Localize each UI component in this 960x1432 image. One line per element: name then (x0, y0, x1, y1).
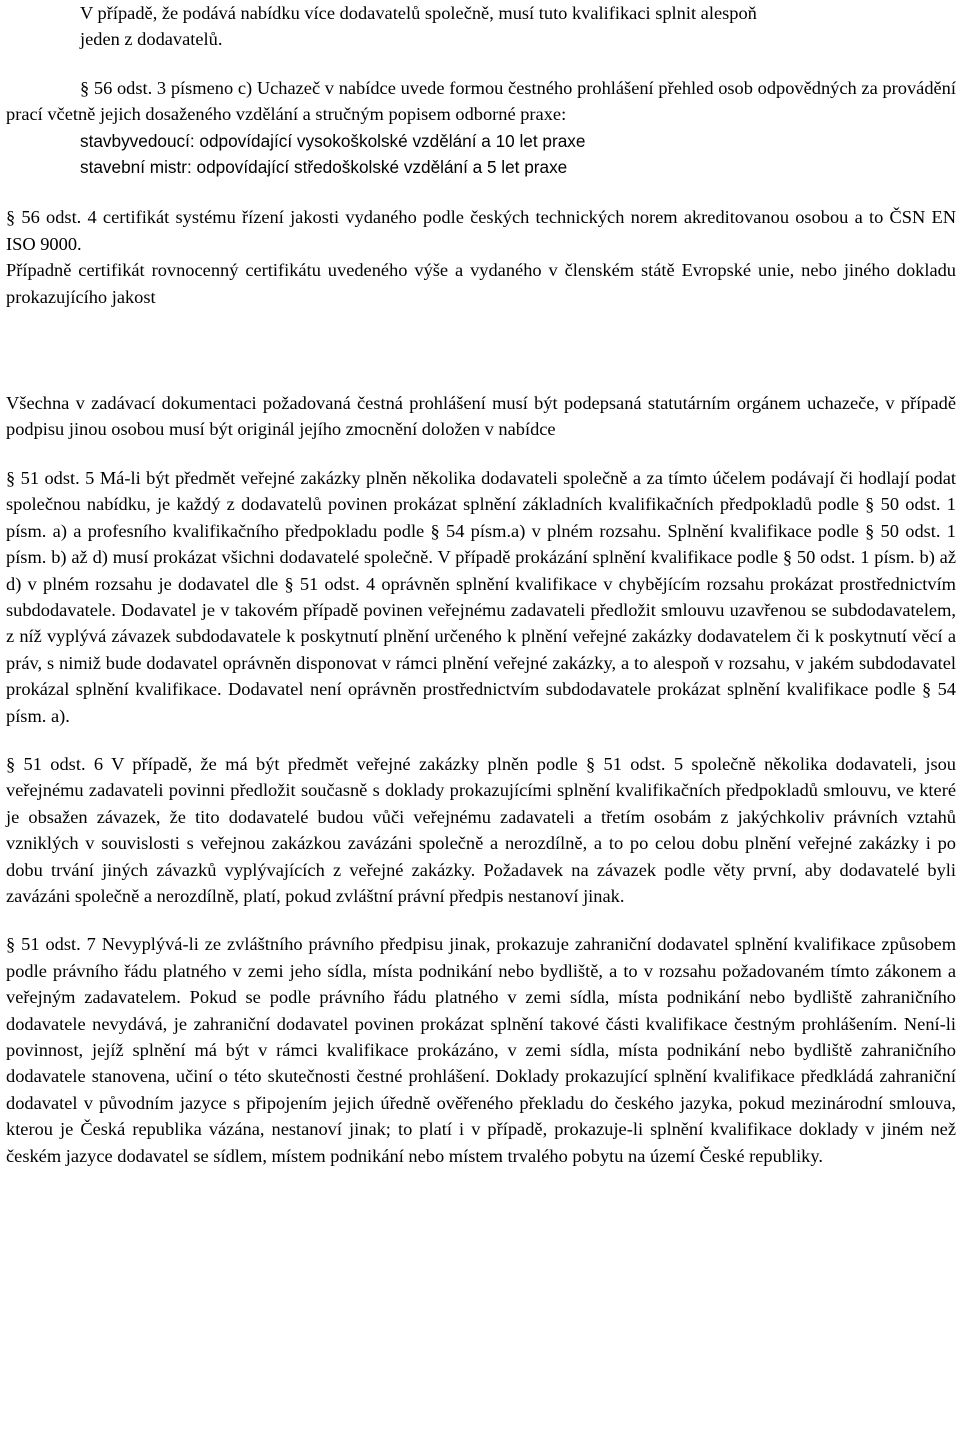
spacer (6, 310, 956, 390)
paragraph-51-6: § 51 odst. 6 V případě, že má být předmět veřejné zakázky plněn podle § 51 odst. 5 společně několika dodavateli, jsou veřejnému zadavateli povinni předložit současně s doklady prokazujícími splnění kvalifikačních předpokladů smlouvu, ve které je obsažen závazek, že tito dodavatelé budou vůči veřejnému zadavateli a třetím osobám z jakýchkoliv právních vztahů vzniklých v souvislosti s veřejnou zakázkou zavázáni společně a nerozdílně, a to po celou dobu plnění veřejné zakázky i po dobu trvání jiných závazků vyplývajících z veřejné zakázky. Požadavek na závazek podle věty první, aby dodavatelé byli zavázáni společně a nerozdílně, platí, pokud zvláštní právní předpis nestanoví jinak. (6, 753, 956, 906)
staff-list (6, 128, 956, 181)
paragraph-line: jeden z dodavatelů. (80, 29, 223, 50)
paragraph-line: V případě, že podává nabídku více dodavatelů společně, musí tuto kvalifikaci splnit alespoň (80, 3, 757, 23)
spacer (6, 443, 956, 465)
paragraph-51-7: § 51 odst. 7 Nevyplývá-li ze zvláštního právního předpisu jinak, prokazuje zahraniční dodavatel splnění kvalifikace způsobem podle právního řádu platného v zemi jeho sídla, místa podnikání nebo bydliště, a to v rozsahu požadovaném tímto zákonem a veřejným zadavatelem. Pokud se podle právního řádu platného v zemi sídla, místa podnikání nebo bydliště zahraničního dodavatele nevydává, je zahraniční dodavatel povinen prokázat splnění takové části kvalifikace čestným prohlášením. Není-li povinnost, jejíž splnění má být v rámci kvalifikace prokázáno, v zemi sídla, místa podnikání nebo bydliště zahraničního dodavatele stanovena, učiní o této skutečnosti čestné prohlášení. Doklady prokazující splnění kvalifikace předkládá zahraniční dodavatel v původním jazyce s připojením jejich úředně ověřeného překladu do českého jazyka, pokud mezinárodní smlouva, kterou je Česká republika vázána, nestanoví jinak; to platí i v případě, prokazuje-li splnění kvalifikace doklady v jiném než českém jazyce dodavatel se sídlem, místem podnikání nebo místem trvalého pobytu na území České republiky. (6, 934, 956, 1166)
paragraph-56-4-cont: Případně certifikát rovnocenný certifikátu uvedeného výše a vydaného v členském státě Evropské unie, nebo jiného dokladu prokazujícího jakost (6, 260, 956, 307)
spacer (6, 53, 956, 75)
paragraph-56-4: § 56 odst. 4 certifikát systému řízení jakosti vydaného podle českých technických norem akreditovanou osobou a to ČSN EN ISO 9000. (6, 207, 956, 254)
staff-item-foreman: stavební mistr: odpovídající středoškolské vzdělání a 5 let praxe (80, 157, 568, 178)
paragraph-declarations: Všechna v zadávací dokumentaci požadovaná čestná prohlášení musí být podepsaná statutárním orgánem uchazeče, v případě podpisu jinou osobou musí být originál jejího zmocnění doložen v nabídce (6, 393, 956, 440)
paragraph-51-5: § 51 odst. 5 Má-li být předmět veřejné zakázky plněn několika dodavateli společně a za tímto účelem podávají či hodlají podat společnou nabídku, je každý z dodavatelů povinen prokázat splnění základních kvalifikačních předpokladů podle § 50 odst. 1 písm. a) a profesního kvalifikačního předpokladu podle § 54 písm.a) v plném rozsahu. Splnění kvalifikace podle § 50 odst. 1 písm. b) až d) musí prokázat všichni dodavatelé společně. V případě prokázání splnění kvalifikace podle § 50 odst. 1 písm. b) až d) v plném rozsahu je dodavatel dle § 51 odst. 4 oprávněn splnění kvalifikace v chybějícím rozsahu prokázat prostřednictvím subdodavatele. Dodavatel je v takovém případě povinen veřejnému zadavateli předložit smlouvu uzavřenou se subdodavatelem, z níž vyplývá závazek subdodavatele k poskytnutí plnění určeného k plnění veřejné zakázky dodavatelem či k poskytnutí věcí a práv, s nimiž bude dodavatel oprávněn disponovat v rámci plnění veřejné zakázky, a to alespoň v rozsahu, v jakém subdodavatel prokázal splnění kvalifikace. Dodavatel není oprávněn prostřednictvím subdodavatele prokázat splnění kvalifikace podle § 54 písm. a). (6, 467, 956, 726)
spacer (6, 729, 956, 751)
spacer (6, 180, 956, 204)
paragraph-56-3c: § 56 odst. 3 písmeno c) Uchazeč v nabídce uvede formou čestného prohlášení přehled osob odpovědných za provádění prací včetně jejich dosaženého vzdělání a stručným popisem odborné praxe: (6, 77, 956, 125)
document-page (6, 0, 956, 1169)
spacer (6, 909, 956, 931)
staff-item-site-manager: stavbyvedoucí: odpovídající vysokoškolské vzdělání a 10 let praxe (80, 130, 586, 151)
